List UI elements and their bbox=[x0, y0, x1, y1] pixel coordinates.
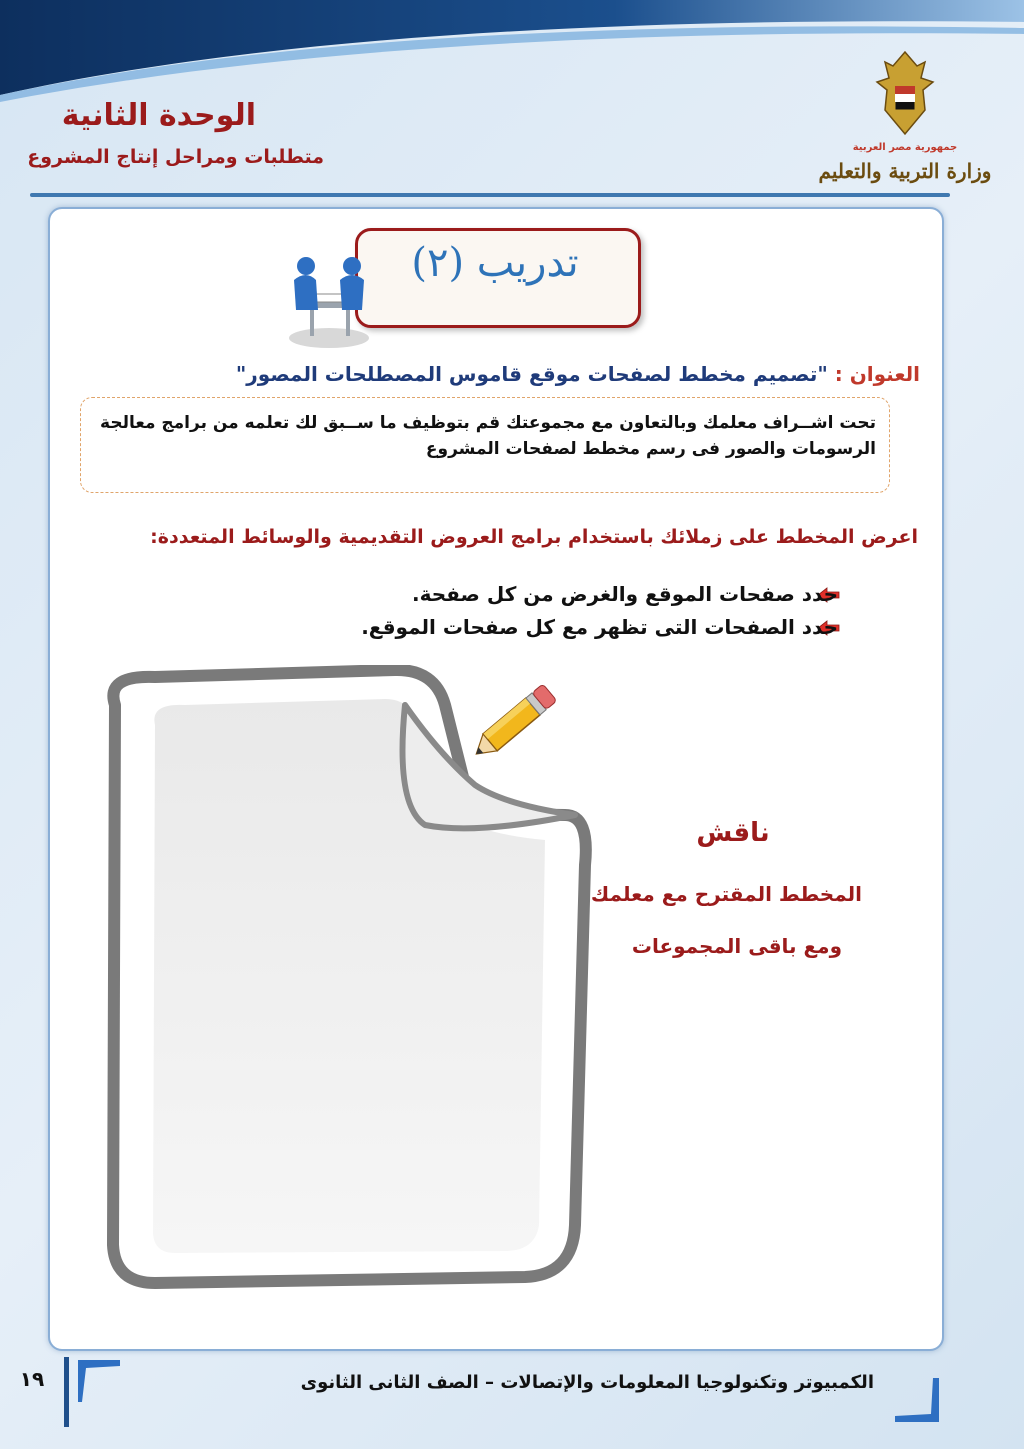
logo-main-text: وزارة التربية والتعليم bbox=[818, 159, 992, 183]
present-heading: اعرض المخطط على زملائك باستخدام برامج العروض التقديمية والوسائط المتعددة: bbox=[150, 526, 918, 548]
people-working-together-icon bbox=[286, 244, 372, 356]
footer-corner-decoration bbox=[78, 1360, 120, 1402]
instruction-line-1: تحت اشــراف معلمك وبالتعاون مع مجموعتك قم بتوظيف ما ســبق لك تعلمه من برامج معالجة bbox=[100, 413, 876, 433]
discuss-title: ناقش bbox=[696, 818, 770, 848]
pencil-icon bbox=[463, 672, 569, 772]
discuss-line-2: ومع باقى المجموعات bbox=[631, 934, 842, 958]
discuss-line-1: المخطط المقترح مع معلمك bbox=[590, 882, 862, 906]
instruction-text bbox=[96, 410, 876, 462]
task-item: حدد الصفحات التى تظهر مع كل صفحات الموقع. bbox=[361, 615, 838, 639]
instruction-line-2: الرسومات والصور فى رسم مخطط لصفحات المشروع bbox=[425, 439, 876, 459]
logo-top-text: جمهورية مصر العربية bbox=[852, 142, 958, 153]
topic-value: "تصميم مخطط لصفحات موقع قاموس المصطلحات المصور" bbox=[235, 362, 828, 386]
ministry-of-education-emblem-icon bbox=[815, 48, 995, 188]
unit-title: الوحدة الثانية bbox=[61, 98, 256, 133]
footer-divider bbox=[64, 1357, 69, 1427]
footer-corner-decoration bbox=[895, 1378, 939, 1422]
exercise-label: تدريب (٢) bbox=[411, 240, 579, 286]
page-number: ١٩ bbox=[19, 1367, 45, 1391]
footer-text: الكمبيوتر وتكنولوجيا المعلومات والإتصالات – الصف الثانى الثانوى bbox=[300, 1372, 874, 1393]
header-divider bbox=[30, 193, 950, 197]
task-item: حدد صفحات الموقع والغرض من كل صفحة. bbox=[412, 582, 838, 606]
unit-subtitle: متطلبات ومراحل إنتاج المشروع bbox=[27, 146, 324, 168]
topic-key: العنوان : bbox=[834, 362, 920, 386]
topic-line bbox=[220, 362, 920, 386]
